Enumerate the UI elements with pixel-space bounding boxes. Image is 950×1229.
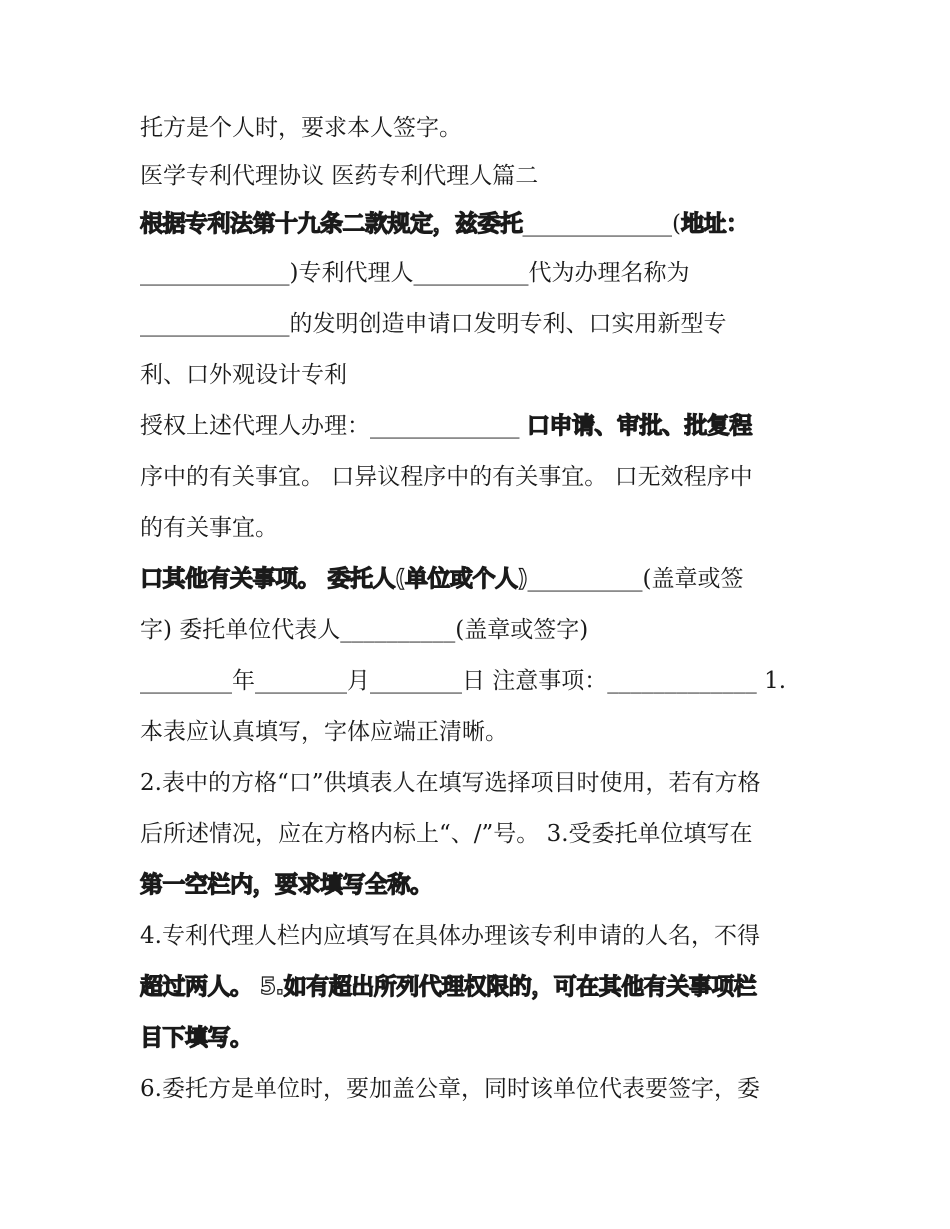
text-segment: 4.专利代理人栏内应填写在具体办理该专利申请的人名，不得 — [140, 923, 760, 949]
text-segment: 本表应认真填写，字体应端正清晰。 — [140, 719, 508, 745]
text-line — [140, 1013, 810, 1064]
text-line — [140, 809, 810, 860]
text-segment: _____________)专利代理人__________代为办理名称为 — [140, 260, 690, 286]
text-segment: 地址： — [680, 211, 749, 237]
text-line — [140, 104, 810, 152]
text-line — [140, 401, 810, 452]
text-line — [140, 860, 810, 911]
text-segment: 口申请、审批、批复程 — [526, 413, 752, 439]
text-segment: 授权上述代理人办理：_____________ — [140, 413, 527, 439]
text-line — [140, 200, 810, 248]
text-segment: 字) 委托单位代表人__________(盖章或签字) — [140, 617, 589, 643]
text-segment: 超过两人。 5.如有超出所列代理权限的，可在其他有关事项栏 — [140, 974, 757, 1000]
text-line — [140, 605, 810, 656]
text-segment: 托方是个人时，要求本人签字。 — [140, 115, 462, 141]
text-segment: _____________( — [522, 211, 681, 237]
text-segment: ________年________月________日 注意事项：_____________ 1. — [140, 668, 787, 694]
text-segment: 目下填写。 — [140, 1025, 253, 1051]
text-segment: 序中的有关事宜。 口异议程序中的有关事宜。 口无效程序中 — [140, 464, 753, 490]
text-line — [140, 299, 810, 350]
text-segment: 口其他有关事项。 委托人(单位或个人) — [140, 566, 528, 592]
text-line — [140, 452, 810, 503]
text-line — [140, 758, 810, 809]
text-segment: 医学专利代理协议 医药专利代理人篇二 — [140, 163, 539, 189]
text-segment: 第一空栏内，要求填写全称。 — [140, 872, 433, 898]
text-line — [140, 350, 810, 401]
text-line — [140, 707, 810, 758]
document-page — [140, 104, 810, 1115]
text-line — [140, 911, 810, 962]
text-line — [140, 962, 810, 1013]
text-segment: _____________的发明创造申请口发明专利、口实用新型专 — [140, 311, 727, 337]
text-line — [140, 248, 810, 299]
text-segment: 根据专利法第十九条二款规定，兹委托 — [140, 211, 523, 237]
text-segment: 利、口外观设计专利 — [140, 362, 347, 388]
section-heading — [140, 152, 810, 200]
text-line — [140, 554, 810, 605]
text-segment: 6.委托方是单位时，要加盖公章，同时该单位代表要签字，委 — [140, 1076, 760, 1102]
text-segment: 2.表中的方格“口”供填表人在填写选择项目时使用，若有方格 — [140, 770, 761, 796]
text-line — [140, 656, 810, 707]
text-segment: 的有关事宜。 — [140, 515, 278, 541]
text-line — [140, 503, 810, 554]
text-segment: __________(盖章或签 — [527, 566, 744, 592]
text-line — [140, 1064, 810, 1115]
text-segment: 后所述情况，应在方格内标上“、/”号。 3.受委托单位填写在 — [140, 821, 753, 847]
